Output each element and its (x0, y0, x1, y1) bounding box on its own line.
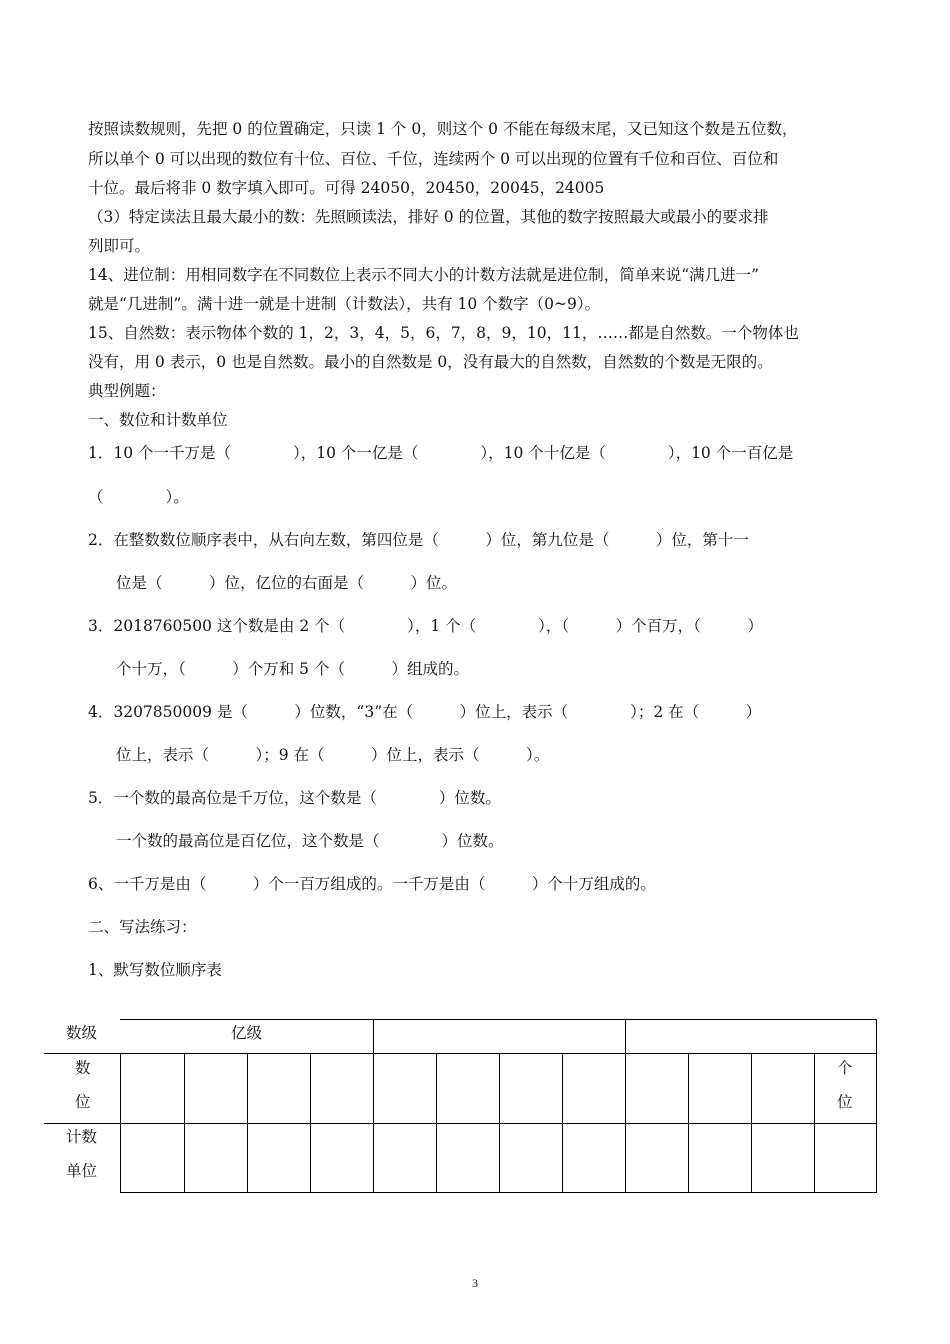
question-1-cont: （ ）。 (88, 488, 189, 506)
group-label-yi: 亿级 (231, 1024, 263, 1042)
text-line: 按照读数规则，先把 0 的位置确定，只读 1 个 0，则这个 0 不能在每级末尾，又已知这个数是五位数， (88, 120, 798, 138)
question-4: 4．3207850009 是（ ）位数，“3”在（ ）位上，表示（ ）；2 在（ ） (88, 703, 762, 721)
row-label-digit: 位 (75, 1093, 91, 1111)
question-1: 1．10 个一千万是（ ），10 个一亿是（ ），10 个十亿是（ ），10 个一百亿是 (88, 444, 794, 462)
page-number: 3 (472, 1276, 478, 1290)
section-heading: 二、写法练习： (88, 918, 197, 936)
cell-ones: 位 (837, 1093, 853, 1111)
question-3: 3．2018760500 这个数是由 2 个（ ），1 个（ ），（ ）个百万，（ ） (88, 617, 763, 635)
section-heading: 典型例题： (88, 382, 166, 400)
text-line: 15、自然数：表示物体个数的 1，2，3，4，5，6，7，8，9，10，11，……都是自然数。一个物体也 (88, 324, 799, 342)
question-4-cont: 位上，表示（ ）；9 在（ ）位上，表示（ ）。 (116, 746, 550, 764)
text-line: 14、进位制：用相同数字在不同数位上表示不同大小的计数方法就是进位制，简单来说“满几进一” (88, 266, 760, 284)
cell-ones: 个 (837, 1059, 853, 1077)
section-heading: 一、数位和计数单位 (88, 411, 228, 429)
question-5: 5．一个数的最高位是千万位，这个数是（ ）位数。 (88, 789, 501, 807)
row-label-level: 数级 (66, 1024, 98, 1042)
text-line: 所以单个 0 可以出现的数位有十位、百位、千位，连续两个 0 可以出现的位置有千位和百位、百位和 (88, 150, 779, 168)
text-line: 列即可。 (88, 237, 151, 255)
row-label-unit: 单位 (66, 1162, 98, 1180)
text-line: 没有，用 0 表示，0 也是自然数。最小的自然数是 0，没有最大的自然数，自然数的个数是无限的。 (88, 353, 773, 371)
exercise-title: 1、默写数位顺序表 (88, 961, 222, 979)
row-label-digit: 数 (75, 1059, 91, 1077)
question-5-cont: 一个数的最高位是百亿位，这个数是（ ）位数。 (116, 832, 504, 850)
text-line: 十位。最后将非 0 数字填入即可。可得 24050，20450，20045，24005 (88, 179, 605, 197)
question-3-cont: 个十万，（ ）个万和 5 个（ ）组成的。 (116, 660, 469, 678)
text-line: 就是“几进制”。满十进一就是十进制（计数法），共有 10 个数字（0~9）。 (88, 295, 601, 313)
row-label-unit: 计数 (66, 1128, 98, 1146)
question-6: 6、一千万是由（ ）个一百万组成的。一千万是由（ ）个十万组成的。 (88, 875, 656, 893)
question-2-cont: 位是（ ）位，亿位的右面是（ ）位。 (116, 574, 458, 592)
question-2: 2．在整数数位顺序表中，从右向左数，第四位是（ ）位，第九位是（ ）位，第十一 (88, 531, 749, 549)
text-line: （3）特定读法且最大最小的数：先照顾读法，排好 0 的位置，其他的数字按照最大或最小的要求排 (88, 208, 769, 226)
